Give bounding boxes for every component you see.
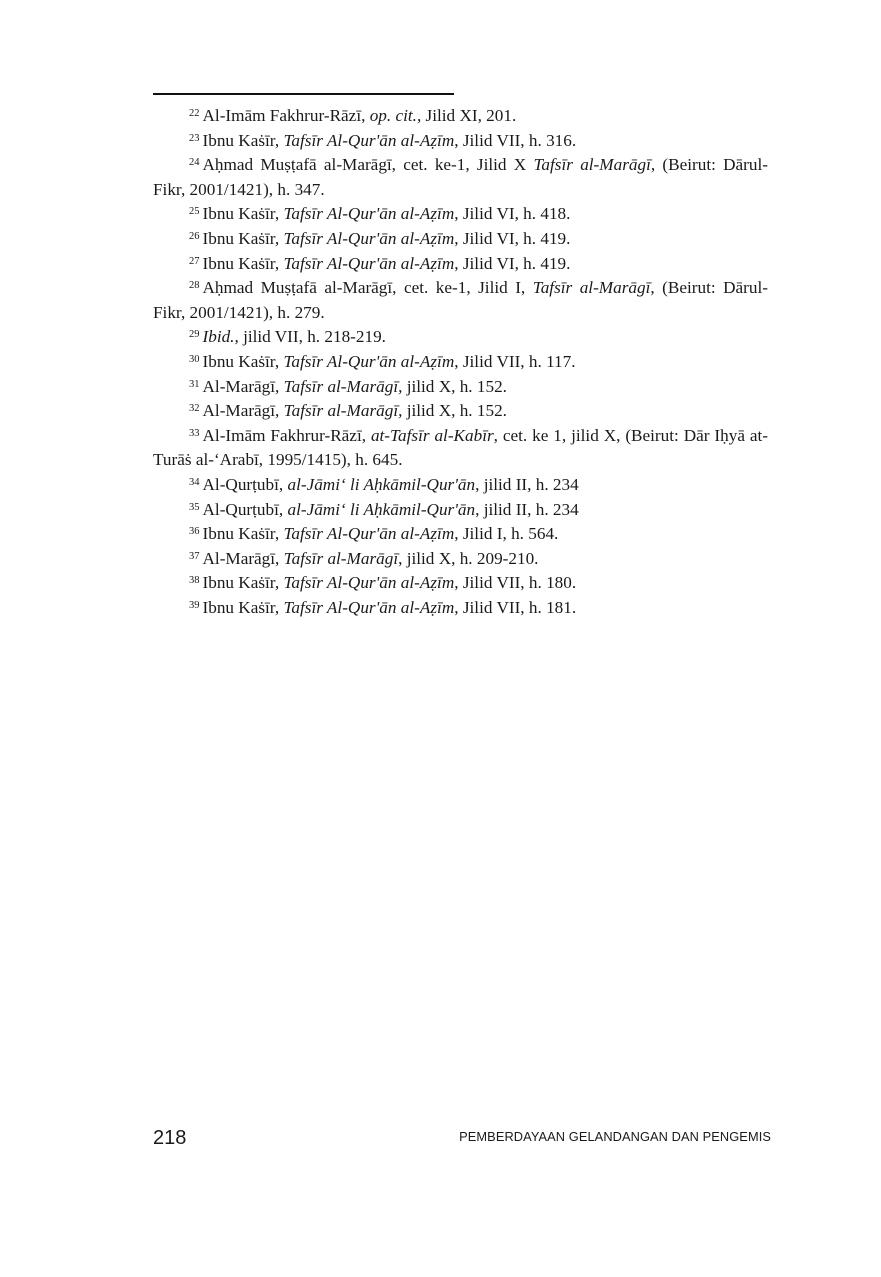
footnote xyxy=(153,350,768,375)
footnote-text: , Jilid VI, h. 418. xyxy=(454,204,571,224)
footnote-text: Al-Marāgī, xyxy=(202,548,284,568)
footnote-text: , jilid II, h. 234 xyxy=(475,474,579,494)
italic-title: Ibid., xyxy=(202,327,239,347)
italic-title: Tafsīr al-Marāgī, xyxy=(283,376,403,396)
footnote-text: Al-Qurṭubī, xyxy=(202,474,288,494)
footnote-text: Aḥmad Muṣṭafā al-Marāgī, cet. ke-1, Jilid I, xyxy=(202,278,533,298)
footnote xyxy=(153,153,768,202)
footnote-text: Ibnu Kaṡīr, xyxy=(202,524,284,544)
page-footer xyxy=(153,1127,771,1151)
footnote-text: Al-Marāgī, xyxy=(202,376,284,396)
footnote-number: 31 xyxy=(189,378,200,390)
italic-title: Tafsīr al-Marāgī xyxy=(532,278,651,298)
footnote-text: , jilid X, h. 209-210. xyxy=(398,548,539,568)
footnote-text: Ibnu Kaṡīr, xyxy=(202,228,284,248)
footnote-text: Al-Marāgī, xyxy=(202,401,284,421)
footnote-number: 32 xyxy=(189,403,200,415)
footnote xyxy=(153,252,768,277)
footnote-text: Al-Qurṭubī, xyxy=(202,499,288,519)
italic-title: Tafsīr Al-Qur'ān al-Aẓīm xyxy=(283,130,455,150)
footnote xyxy=(153,325,768,350)
footnote xyxy=(153,522,768,547)
footnote xyxy=(153,424,768,473)
footnote-number: 38 xyxy=(189,575,200,587)
footnote-text: Ibnu Kaṡīr, xyxy=(202,597,284,617)
italic-title: Tafsīr Al-Qur'ān al-Aẓīm xyxy=(283,524,455,544)
footnote-text: Al-Imām Fakhrur-Rāzī, xyxy=(202,425,371,445)
footnote-number: 39 xyxy=(189,599,200,611)
footnote xyxy=(153,227,768,252)
footnote-text: , Jilid VII, h. 316. xyxy=(454,130,577,150)
italic-title: Tafsīr Al-Qur'ān al-Aẓīm xyxy=(283,573,455,593)
page-number: 218 xyxy=(153,1127,187,1149)
footnote-text: Ibnu Kaṡīr, xyxy=(202,573,284,593)
footnote-number: 25 xyxy=(189,206,200,218)
footnote xyxy=(153,571,768,596)
footnote-number: 22 xyxy=(189,108,200,119)
footnote-text: Ibnu Kaṡīr, xyxy=(202,351,284,371)
footnote-text: , Jilid VII, h. 117. xyxy=(454,351,576,371)
footnote-number: 36 xyxy=(189,526,200,538)
italic-title: at-Tafsīr al-Kabīr xyxy=(370,425,494,445)
footnote xyxy=(153,498,768,523)
footnote-text: Al-Imām Fakhrur-Rāzī, xyxy=(202,106,370,125)
footnote-text: jilid VII, h. 218-219. xyxy=(238,327,386,347)
footnote-number: 26 xyxy=(189,230,200,242)
footnote-text: , Jilid VI, h. 419. xyxy=(454,253,571,273)
footnote-number: 28 xyxy=(189,280,200,292)
italic-title: al-Jāmi‘ li Aḥkāmil-Qur'ān xyxy=(287,474,476,494)
footnote-number: 37 xyxy=(189,550,200,562)
italic-title: Tafsīr Al-Qur'ān al-Aẓīm xyxy=(283,253,455,273)
italic-title: Tafsīr al-Marāgī xyxy=(533,155,651,175)
italic-title: Tafsīr Al-Qur'ān al-Aẓīm xyxy=(283,228,455,248)
footnote xyxy=(153,129,768,154)
footnote-text: , (Beirut: Dārul-Fikr, 2001/1421), h. 279. xyxy=(153,278,768,322)
footnote-text: , Jilid I, h. 564. xyxy=(454,524,559,544)
footnote xyxy=(153,473,768,498)
footnote xyxy=(153,547,768,572)
footnote-number: 35 xyxy=(189,501,200,513)
footnote-text: , Jilid VII, h. 180. xyxy=(454,573,577,593)
footnote-text: Ibnu Kaṡīr, xyxy=(202,253,284,273)
footnote xyxy=(153,104,768,129)
footnote-number: 27 xyxy=(189,255,200,267)
footnote-number: 23 xyxy=(189,132,200,144)
footnote-number: 24 xyxy=(189,157,200,169)
italic-title: Tafsīr Al-Qur'ān al-Aẓīm xyxy=(283,351,455,371)
footnote-number: 29 xyxy=(189,329,200,341)
italic-title: Tafsīr Al-Qur'ān al-Aẓīm xyxy=(283,204,455,224)
footnote-text: Aḥmad Muṣṭafā al-Marāgī, cet. ke-1, Jilid X xyxy=(202,155,534,175)
footnote-text: Ibnu Kaṡīr, xyxy=(202,130,284,150)
italic-title: op. cit., xyxy=(369,106,422,125)
footnote-text: jilid X, h. 152. xyxy=(402,376,507,396)
footnote xyxy=(153,202,768,227)
footnote-text: jilid X, h. 152. xyxy=(402,401,507,421)
footnote xyxy=(153,375,768,400)
footnote xyxy=(153,276,768,325)
footnote-separator-rule xyxy=(153,93,454,95)
italic-title: Tafsīr al-Marāgī xyxy=(283,548,399,568)
footnote-number: 34 xyxy=(189,476,200,488)
running-head: PEMBERDAYAAN GELANDANGAN DAN PENGEMIS xyxy=(459,1129,771,1144)
footnote xyxy=(153,596,768,621)
footnote-text: Jilid XI, 201. xyxy=(421,106,517,125)
footnote-text: , jilid II, h. 234 xyxy=(475,499,579,519)
footnote-text: , (Beirut: Dārul-Fikr, 2001/1421), h. 347. xyxy=(153,155,768,199)
italic-title: al-Jāmi‘ li Aḥkāmil-Qur'ān xyxy=(287,499,476,519)
footnote-number: 33 xyxy=(189,427,200,439)
footnote-text: , cet. ke 1, jilid X, (Beirut: Dār Iḥyā at-Turāṡ al-‘Arabī, 1995/1415), h. 645. xyxy=(153,425,768,470)
footnote-text: , Jilid VII, h. 181. xyxy=(454,597,577,617)
footnote-text: Ibnu Kaṡīr, xyxy=(202,204,284,224)
footnote-text: , Jilid VI, h. 419. xyxy=(454,228,571,248)
footnote xyxy=(153,399,768,424)
footnotes-section xyxy=(153,104,768,620)
footnote-number: 30 xyxy=(189,353,200,365)
italic-title: Tafsīr Al-Qur'ān al-Aẓīm xyxy=(283,597,455,617)
italic-title: Tafsīr al-Marāgī, xyxy=(283,401,403,421)
